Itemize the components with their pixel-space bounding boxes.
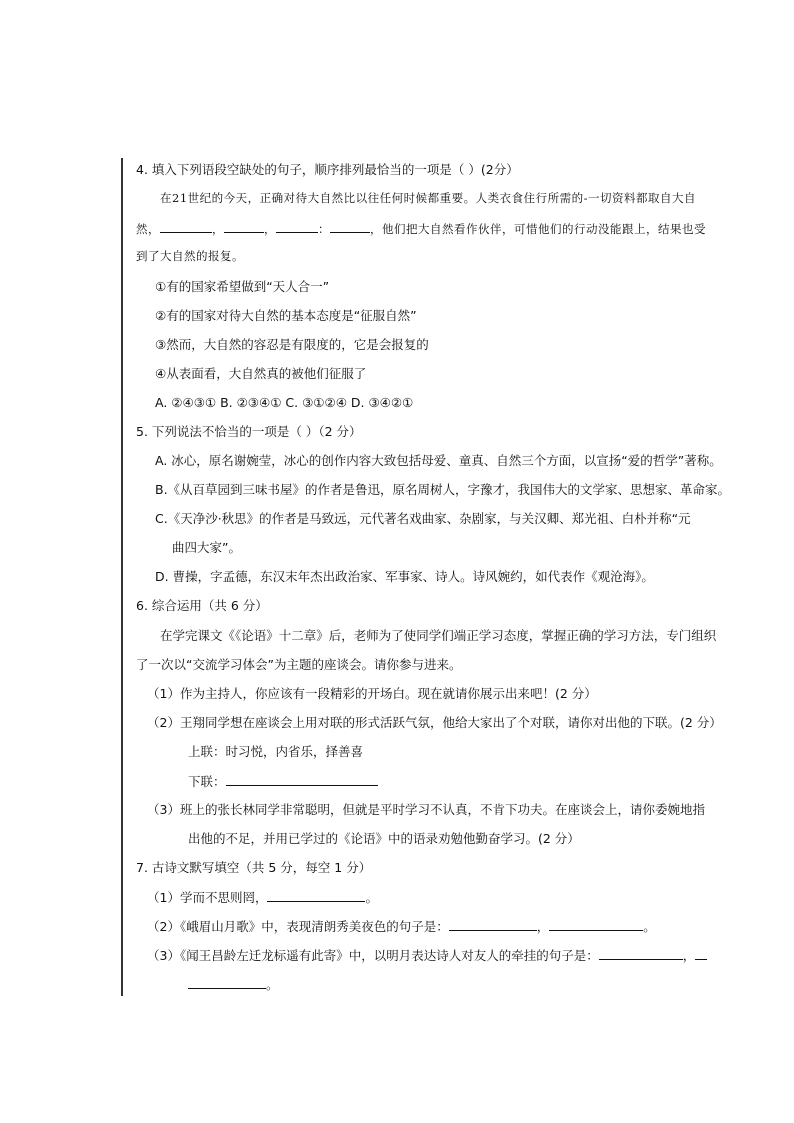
q4-option-4: ④从表面看，大自然真的被他们征服了 bbox=[155, 366, 367, 381]
q5-option-b: B.《从百草园到三味书屋》的作者是鲁迅，原名周树人，字豫才，我国伟大的文学家、思想家、革命家。 bbox=[155, 482, 731, 497]
q6-intro-line-2: 了一次以“交流学习体会”为主题的座谈会。请你参与进来。 bbox=[136, 657, 462, 672]
q7-stem: 7. 古诗文默写填空（共 5 分，每空 1 分） bbox=[136, 860, 372, 875]
q4-sep-3: ： bbox=[318, 222, 330, 236]
q7-sub-3-line-2 bbox=[188, 976, 279, 993]
q6-lower-label: 下联： bbox=[188, 774, 226, 789]
q5-option-c-line-2: 曲四大家”。 bbox=[172, 540, 241, 555]
q4-option-2: ②有的国家对待大自然的基本态度是“征服自然” bbox=[155, 308, 417, 323]
q6-stem: 6. 综合运用（共 6 分） bbox=[136, 598, 268, 613]
q7-sub-2 bbox=[147, 918, 656, 935]
q5-option-a: A. 冰心，原名谢婉莹，冰心的创作内容大致包括母爱、童真、自然三个方面，以宣扬“爱的哲学”著称。 bbox=[155, 453, 722, 468]
q7-blank-4[interactable] bbox=[599, 947, 683, 960]
q6-intro-line-1: 在学完课文《《论语》十二章》后，老师为了使同学们端正学习态度，掌握正确的学习方法，专门组织 bbox=[160, 628, 717, 643]
q7-sub-3-end: 。 bbox=[266, 977, 279, 992]
q7-sub-2-end: 。 bbox=[643, 919, 656, 934]
q7-blank-5a[interactable] bbox=[695, 947, 707, 960]
q6-sub-2: （2）王翔同学想在座谈会上用对联的形式活跃气氛，他给大家出了个对联，请你对出他的下联。(2 分） bbox=[147, 715, 722, 730]
q4-stem: 4. 填入下列语段空缺处的句子，顺序排列最恰当的一项是（ ）(2分） bbox=[136, 162, 519, 177]
q7-sub-1-end: 。 bbox=[365, 890, 378, 905]
q4-blank-2[interactable] bbox=[224, 220, 264, 233]
q4-blank-1[interactable] bbox=[160, 220, 212, 233]
q4-sep-2: ， bbox=[264, 222, 276, 236]
q4-passage-line-3: 到了大自然的报复。 bbox=[136, 249, 244, 263]
q4-option-3: ③然而，大自然的容忍是有限度的，它是会报复的 bbox=[155, 337, 429, 352]
q6-sub-1: （1）作为主持人，你应该有一段精彩的开场白。现在就请你展示出来吧！(2 分） bbox=[147, 686, 597, 701]
q7-blank-1[interactable] bbox=[267, 889, 365, 902]
q4-option-1: ①有的国家希望做到“天人合一” bbox=[155, 279, 330, 294]
q4-passage-line-1: 在21世纪的今天，正确对待大自然比以往任何时候都重要。人类衣食住行所需的-一切资料都取自大自 bbox=[160, 191, 697, 205]
q4-sep-1: ， bbox=[212, 222, 224, 236]
q5-option-d: D. 曹操，字孟德，东汉末年杰出政治家、军事家、诗人。诗风婉约，如代表作《观沧海》。 bbox=[155, 569, 654, 584]
margin-line bbox=[121, 158, 123, 996]
q4-passage-start: 然， bbox=[136, 222, 160, 236]
q7-sub-2-mid: ， bbox=[536, 919, 550, 934]
q7-blank-3[interactable] bbox=[549, 918, 643, 931]
q6-lower-couplet bbox=[188, 773, 378, 790]
q4-passage-line-2 bbox=[136, 220, 706, 237]
q7-sub-1-text: （1）学而不思则罔， bbox=[147, 890, 268, 905]
q7-sub-1 bbox=[147, 889, 378, 906]
q7-sub-3-text: （3）《闻王昌龄左迁龙标遥有此寄》中，以明月表达诗人对友人的牵挂的句子是： bbox=[147, 948, 599, 963]
q7-sub-3 bbox=[147, 947, 707, 964]
q4-blank-3[interactable] bbox=[276, 220, 318, 233]
q7-blank-2[interactable] bbox=[449, 918, 537, 931]
q7-sub-3-mid: ， bbox=[682, 948, 696, 963]
q4-blank-4[interactable] bbox=[330, 220, 370, 233]
q6-sub-3-line-1: （3）班上的张长林同学非常聪明，但就是平时学习不认真，不肯下功夫。在座谈会上，请你委婉地指 bbox=[147, 802, 705, 817]
q5-stem: 5. 下列说法不恰当的一项是（ ）（2 分） bbox=[136, 424, 362, 439]
q5-option-c-line-1: C.《天净沙·秋思》的作者是马致远，元代著名戏曲家、杂剧家，与关汉卿、郑光祖、白朴并称“元 bbox=[155, 511, 691, 526]
q6-lower-blank[interactable] bbox=[226, 773, 378, 786]
q7-sub-2-text: （2）《峨眉山月歌》中，表现清朗秀美夜色的句子是： bbox=[147, 919, 449, 934]
q6-upper-couplet: 上联：时习悦，内省乐，择善喜 bbox=[188, 744, 364, 759]
q6-sub-3-line-2: 出他的不足，并用已学过的《论语》中的语录劝勉他勤奋学习。(2 分） bbox=[188, 831, 580, 846]
q4-passage-cont: ，他们把大自然看作伙伴，可惜他们的行动没能跟上，结果也受 bbox=[370, 222, 706, 236]
q4-choices: A. ②④③① B. ②③④① C. ③①②④ D. ③④②① bbox=[155, 395, 414, 410]
q7-blank-5b[interactable] bbox=[188, 976, 266, 989]
